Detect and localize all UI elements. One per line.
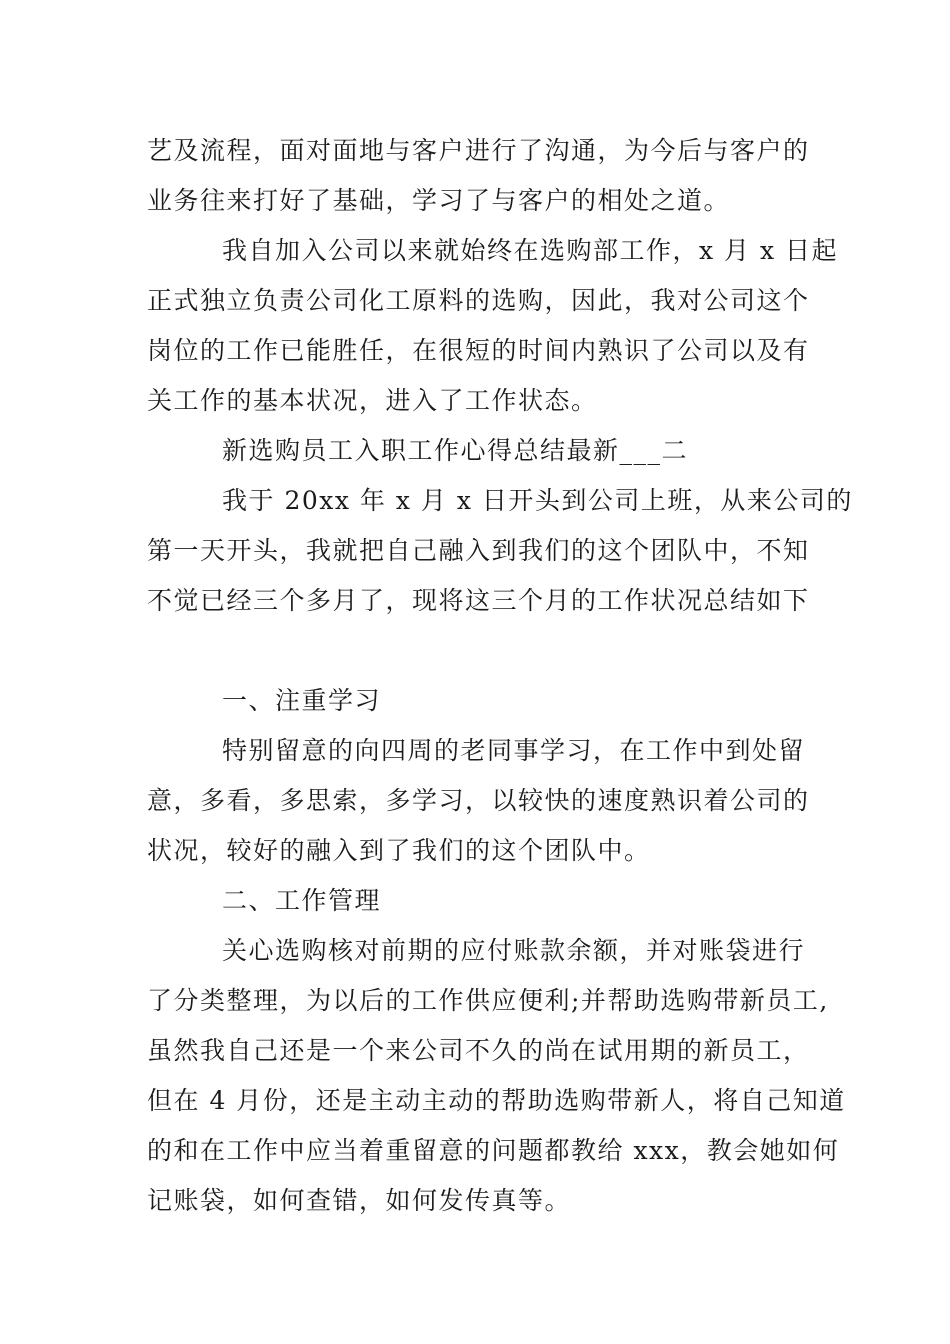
paragraph-line: 记账袋，如何查错，如何发传真等。 [147,1186,572,1215]
paragraph-line: 虽然我自己还是一个来公司不久的尚在试用期的新员工， [147,1036,810,1065]
heading-1: 一、注重学习 [222,686,382,715]
paragraph-line: 但在 4 月份，还是主动主动的帮助选购带新人，将自己知道 [147,1086,846,1115]
paragraph-line: 意，多看，多思索，多学习，以较快的速度熟识着公司的 [147,786,810,815]
paragraph-line: 状况，较好的融入到了我们的这个团队中。 [147,836,651,865]
paragraph-line: 我于 20xx 年 x 月 x 日开头到公司上班，从来公司的 [222,486,853,515]
paragraph-line: 正式独立负责公司化工原料的选购，因此，我对公司这个 [147,286,810,315]
paragraph-line: 我自加入公司以来就始终在选购部工作，x 月 x 日起 [222,236,839,265]
paragraph-line: 艺及流程，面对面地与客户进行了沟通，为今后与客户的 [147,136,810,165]
paragraph-line: 的和在工作中应当着重留意的问题都教给 xxx，教会她如何 [147,1136,840,1165]
paragraph-line: 岗位的工作已能胜任，在很短的时间内熟识了公司以及有 [147,336,810,365]
paragraph-line: 特别留意的向四周的老同事学习，在工作中到处留 [222,736,806,765]
paragraph-line: 了分类整理，为以后的工作供应便利;并帮助选购带新员工, [147,986,829,1015]
section-title: 新选购员工入职工作心得总结最新___二 [222,436,689,465]
heading-2: 二、工作管理 [222,886,382,915]
paragraph-line: 业务往来打好了基础，学习了与客户的相处之道。 [147,186,731,215]
paragraph-line: 第一天开头，我就把自己融入到我们的这个团队中，不知 [147,536,810,565]
paragraph-line: 关工作的基本状况，进入了工作状态。 [147,386,598,415]
paragraph-line: 关心选购核对前期的应付账款余额，并对账袋进行 [222,936,806,965]
paragraph-line: 不觉已经三个多月了，现将这三个月的工作状况总结如下 [147,586,810,615]
